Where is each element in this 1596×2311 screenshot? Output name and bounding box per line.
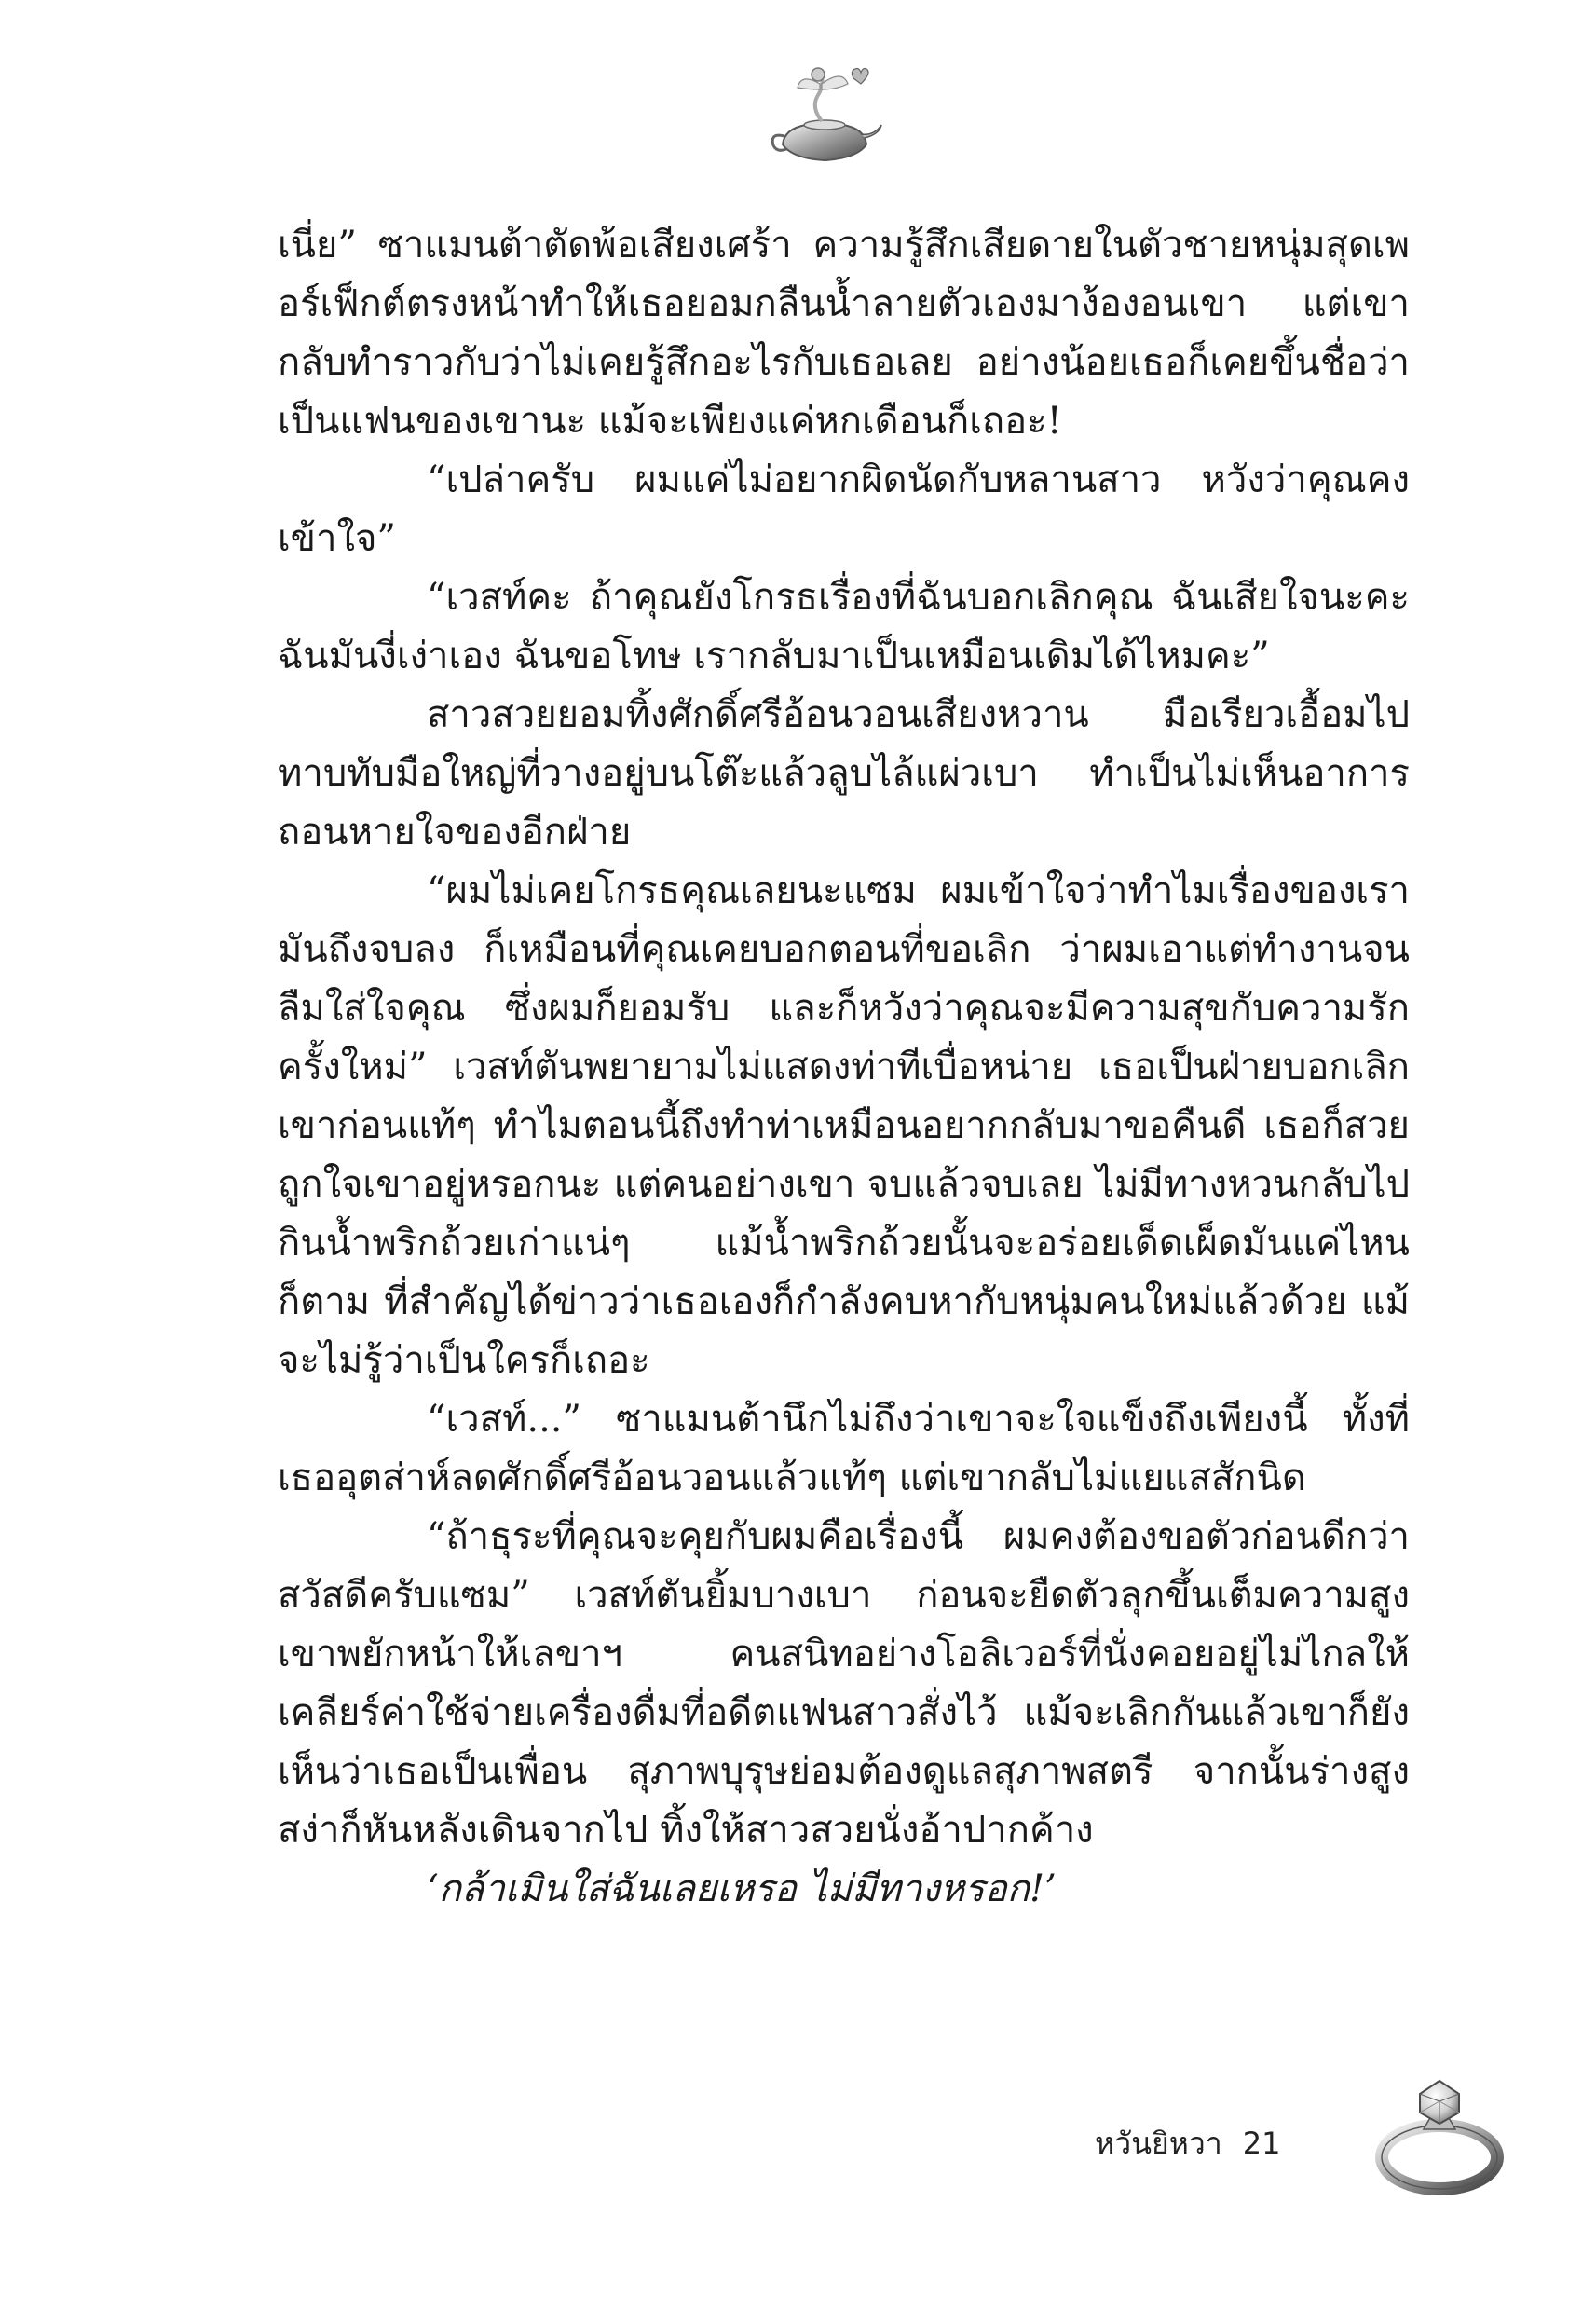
paragraph-5: “ผมไม่เคยโกรธคุณเลยนะแซม ผมเข้าใจว่าทำไมเรื่องของเรามันถึงจบลง ก็เหมือนที่คุณเคยบอกตอนที่ขอเลิก ว่าผมเอาแต่ทำงานจนลืมใส่ใจคุณ ซึ่งผมก็ยอมรับ และก็หวังว่าคุณจะมีความสุขกับความรักครั้งใหม่” เวสท์ตันพยายามไม่แสดงท่าทีเบื่อหน่าย เธอเป็นฝ่ายบอกเลิกเขาก่อนแท้ๆ ทำไมตอนนี้ถึงทำท่าเหมือนอยากกลับมาขอคืนดี เธอก็สวยถูกใจเขาอยู่หรอกนะ แต่คนอย่างเขา จบแล้วจบเลย ไม่มีทางหวนกลับไปกินน้ำพริกถ้วยเก่าแน่ๆ แม้น้ำพริกถ้วยนั้นจะอร่อยเด็ดเผ็ดมันแค่ไหนก็ตาม ที่สำคัญได้ข่าวว่าเธอเองก็กำลังคบหากับหนุ่มคนใหม่แล้วด้วย แม้จะไม่รู้ว่าเป็นใครก็เถอะ bbox=[278, 869, 1410, 1382]
paragraph-4: สาวสวยยอมทิ้งศักดิ์ศรีอ้อนวอนเสียงหวาน มือเรียวเอื้อมไปทาบทับมือใหญ่ที่วางอยู่บนโต๊ะแล้วลูบไล้แผ่วเบา ทำเป็นไม่เห็นอาการถอนหายใจของอีกฝ่าย bbox=[278, 693, 1410, 854]
paragraph-8-italic-thought: ‘กล้าเมินใส่ฉันเลยเหรอ ไม่มีทางหรอก!’ bbox=[427, 1867, 1057, 1910]
paragraph-3: “เวสท์คะ ถ้าคุณยังโกรธเรื่องที่ฉันบอกเลิกคุณ ฉันเสียใจนะคะ ฉันมันงี่เง่าเอง ฉันขอโทษ เรากลับมาเป็นเหมือนเดิมได้ไหมคะ” bbox=[278, 576, 1410, 677]
paragraph-6: “เวสท์...” ซาแมนต้านึกไม่ถึงว่าเขาจะใจแข็งถึงเพียงนี้ ทั้งที่เธออุตส่าห์ลดศักดิ์ศรีอ้อนวอนแล้วแท้ๆ แต่เขากลับไม่แยแสสักนิด bbox=[278, 1398, 1410, 1499]
story-body bbox=[278, 216, 1410, 1919]
teapot-fairy-ornament-icon bbox=[764, 56, 885, 177]
page-number: 21 bbox=[1242, 2126, 1281, 2161]
page-footer bbox=[1095, 2120, 1280, 2167]
paragraph-2: “เปล่าครับ ผมแค่ไม่อยากผิดนัดกับหลานสาว หวังว่าคุณคงเข้าใจ” bbox=[278, 458, 1410, 560]
paragraph-7: “ถ้าธุระที่คุณจะคุยกับผมคือเรื่องนี้ ผมคงต้องขอตัวก่อนดีกว่า สวัสดีครับแซม” เวสท์ตันยิ้มบางเบา ก่อนจะยืดตัวลุกขึ้นเต็มความสูง เขาพยักหน้าให้เลขาฯ คนสนิทอย่างโอลิเวอร์ที่นั่งคอยอยู่ไม่ไกลให้เคลียร์ค่าใช้จ่ายเครื่องดื่มที่อดีตแฟนสาวสั่งไว้ แม้จะเลิกกันแล้วเขาก็ยังเห็นว่าเธอเป็นเพื่อน สุภาพบุรุษย่อมต้องดูแลสุภาพสตรี จากนั้นร่างสูงสง่าก็หันหลังเดินจากไป ทิ้งให้สาวสวยนั่งอ้าปากค้าง bbox=[278, 1515, 1410, 1852]
paragraph-1: เนี่ย” ซาแมนต้าตัดพ้อเสียงเศร้า ความรู้สึกเสียดายในตัวชายหนุ่มสุดเพอร์เฟ็กต์ตรงหน้าทำให้เธอยอมกลืนน้ำลายตัวเองมาง้องอนเขา แต่เขากลับทำราวกับว่าไม่เคยรู้สึกอะไรกับเธอเลย อย่างน้อยเธอก็เคยขึ้นชื่อว่าเป็นแฟนของเขานะ แม้จะเพียงแค่หกเดือนก็เถอะ! bbox=[278, 224, 1410, 443]
diamond-ring-icon bbox=[1370, 2064, 1509, 2204]
book-title: หวันยิหวา bbox=[1095, 2126, 1222, 2161]
